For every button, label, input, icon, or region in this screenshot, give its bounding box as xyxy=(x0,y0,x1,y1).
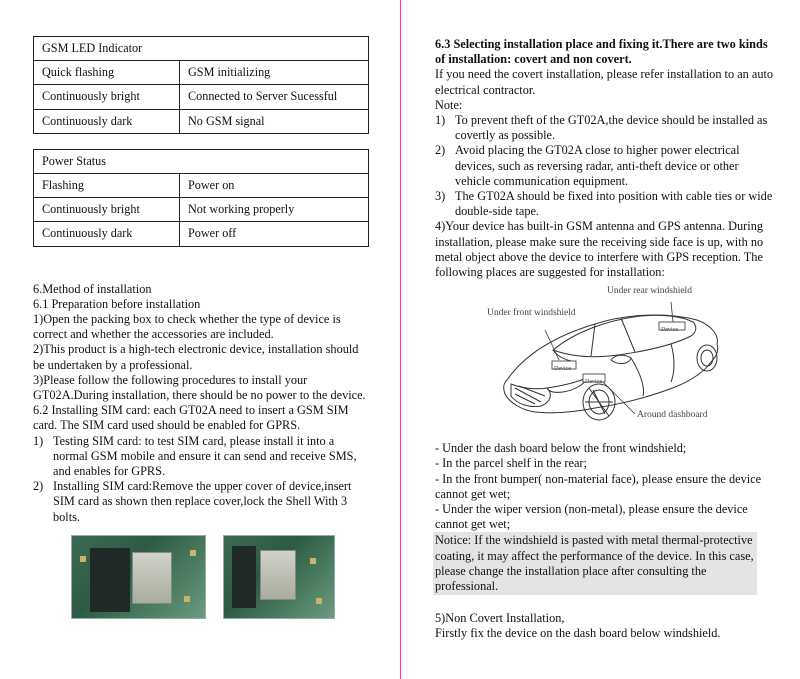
list-text: Installing SIM card:Remove the upper cover of device,insert SIM card as shown then replace cover,lock the Shell With 3 bolts. xyxy=(53,479,352,524)
sim-install-photo-1 xyxy=(71,535,206,619)
list-item xyxy=(435,113,775,143)
list-number: 1) xyxy=(33,433,44,448)
list-number: 2) xyxy=(435,143,446,158)
section-6-2: 6.2 Installing SIM card: each GT02A need to insert a GSM SIM card. The SIM card used should be enabled for GPRS. xyxy=(33,403,349,433)
label-rear-windshield: Under rear windshield xyxy=(607,286,692,297)
power-meaning: Power off xyxy=(180,222,369,246)
table-row xyxy=(34,61,369,85)
label-dashboard: Around dashboard xyxy=(637,410,708,421)
gsm-led-table xyxy=(33,36,369,134)
led-state: Continuously dark xyxy=(34,109,180,133)
car-installation-diagram xyxy=(435,284,775,441)
device-label-front: Device xyxy=(554,366,571,373)
section-6-title: 6.Method of installation xyxy=(33,281,152,296)
paragraph-4: 4)Your device has built-in GSM antenna and GPS antenna. During installation, please make sure the receiving side face is up, with no metal object above the device to interfere with GPS reception. The following places are suggested for installation: xyxy=(435,219,764,280)
list-text: Avoid placing the GT02A close to higher power electrical devices, such as reversing radar, anti-theft device or other vehicle communication equipment. xyxy=(455,143,740,188)
list-number: 1) xyxy=(435,113,446,128)
place-item: - Under the dash board below the front windshield; xyxy=(435,441,687,456)
paragraph-3: 3)Please follow the following procedures to install your GT02A.During installation, there should be no power to the device. xyxy=(33,372,366,402)
list-number: 3) xyxy=(435,189,446,204)
list-text: Testing SIM card: to test SIM card, please install it into a normal GSM mobile and ensure it can send and receive SMS, and enables for GPRS. xyxy=(53,433,357,478)
right-column xyxy=(435,37,775,642)
section-6-3-title: 6.3 Selecting installation place and fixing it.There are two kinds of installation: covert and non covert. xyxy=(435,37,768,67)
power-state: Continuously bright xyxy=(34,198,180,222)
led-state: Quick flashing xyxy=(34,61,180,85)
power-meaning: Not working properly xyxy=(180,198,369,222)
paragraph-1: 1)Open the packing box to check whether the type of device is correct and whether the accessories are included. xyxy=(33,311,341,342)
table-row xyxy=(34,222,369,246)
car-illustration xyxy=(435,284,775,441)
led-meaning: No GSM signal xyxy=(180,109,369,133)
list-text: To prevent theft of the GT02A,the device should be installed as covertly as possible. xyxy=(455,113,768,143)
paragraph-2: 2)This product is a high-tech electronic device, installation should be undertaken by a professional. xyxy=(33,342,359,372)
section-5-title: 5)Non Covert Installation, xyxy=(435,611,565,626)
power-state: Continuously dark xyxy=(34,222,180,246)
label-front-windshield: Under front windshield xyxy=(487,308,576,319)
power-status-table xyxy=(33,149,369,247)
led-state: Continuously bright xyxy=(34,85,180,109)
table-row xyxy=(34,109,369,133)
sim-install-photo-2 xyxy=(223,535,335,619)
section-6-1-title: 6.1 Preparation before installation xyxy=(33,296,201,311)
note-label: Note: xyxy=(435,97,463,112)
list-text: The GT02A should be fixed into position with cable ties or wide double-side tape. xyxy=(455,189,773,219)
list-item xyxy=(33,479,369,525)
page-divider xyxy=(400,0,401,679)
covert-intro: If you need the covert installation, please refer installation to an auto electrical contractor. xyxy=(435,67,774,97)
gsm-led-table-title: GSM LED Indicator xyxy=(34,37,369,61)
windshield-notice: Notice: If the windshield is pasted with metal thermal-protective coating, it may affect the performance of the device. In this case, please change the installation place after consulting the professional. xyxy=(433,532,757,595)
sim-card-photos xyxy=(71,535,369,619)
list-item xyxy=(435,143,775,189)
table-row xyxy=(34,173,369,197)
table-row xyxy=(34,85,369,109)
power-state: Flashing xyxy=(34,173,180,197)
device-label-dash: Device xyxy=(585,379,602,386)
list-item xyxy=(435,189,775,219)
led-meaning: Connected to Server Sucessful xyxy=(180,85,369,109)
list-number: 2) xyxy=(33,479,44,494)
led-meaning: GSM initializing xyxy=(180,61,369,85)
device-label-rear: Device xyxy=(661,327,678,334)
power-meaning: Power on xyxy=(180,173,369,197)
left-column xyxy=(33,36,369,619)
list-item xyxy=(33,434,369,480)
installation-method-section xyxy=(33,282,369,525)
place-item: - Under the wiper version (non-metal), please ensure the device cannot get wet; xyxy=(435,502,748,532)
place-item: - In the front bumper( non-material face), please ensure the device cannot get wet; xyxy=(435,471,762,501)
table-row xyxy=(34,198,369,222)
power-status-table-title: Power Status xyxy=(34,149,369,173)
place-item: - In the parcel shelf in the rear; xyxy=(435,456,587,471)
section-5-text: Firstly fix the device on the dash board below windshield. xyxy=(435,626,721,641)
